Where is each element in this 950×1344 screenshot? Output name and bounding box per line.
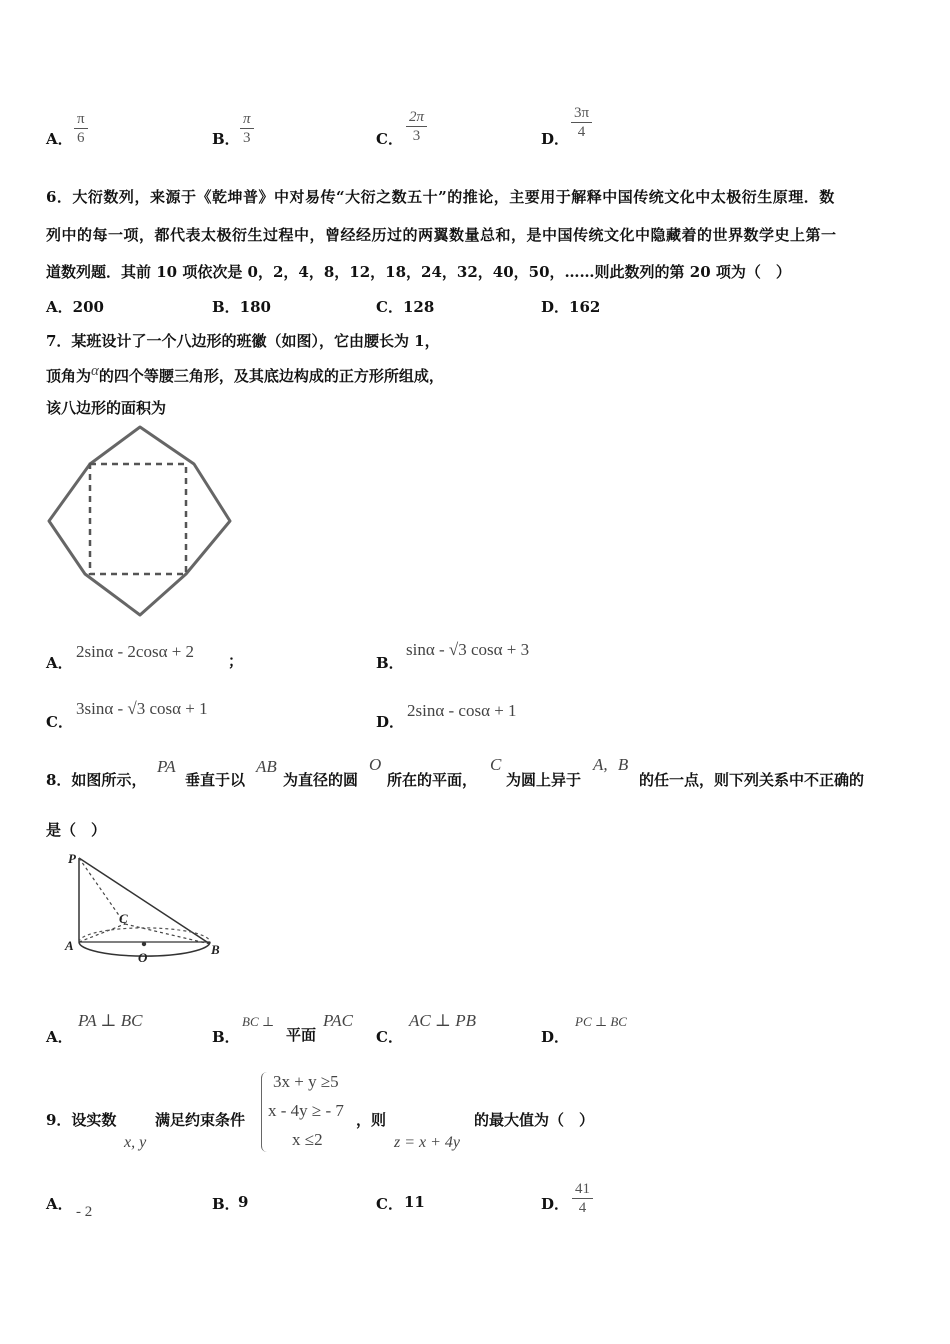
q8-option-b-text: 平面 (286, 1026, 317, 1044)
q5-option-a-label: A． (46, 130, 73, 148)
constraint-brace (261, 1072, 268, 1152)
q5-option-a-fraction (74, 110, 88, 147)
q8-option-c-label: C． (376, 1028, 403, 1046)
q8-prefix: 8．如图所示， (46, 771, 147, 789)
q8-ab: AB (256, 757, 277, 776)
label-b: B (211, 942, 220, 957)
q6-option-c: C．128 (376, 298, 435, 316)
denominator: 4 (577, 124, 586, 140)
center-dot (142, 942, 146, 946)
q7-option-d-label: D． (376, 713, 405, 731)
label-a: A (65, 938, 74, 953)
q5-option-b-fraction (240, 110, 254, 147)
q6-line-1: 6．大衍数列，来源于《乾坤普》中对易传“大衍之数五十”的推论，主要用于解释中国传统文化中太极衍生原理．数 (46, 188, 835, 206)
numerator: π (240, 110, 254, 129)
q8-option-a-label: A． (46, 1028, 73, 1046)
q8-pa: PA (157, 757, 176, 776)
q5-option-b-label: B． (212, 130, 240, 148)
q7-option-b-label: B． (376, 654, 404, 672)
q8-text-3: 所在的平面， (387, 771, 478, 789)
q5-option-c-label: C． (376, 130, 403, 148)
inner-square-dashed (90, 464, 186, 574)
numerator: π (74, 110, 88, 129)
q9-option-c-value: 11 (404, 1193, 425, 1211)
q7-option-a-expr: 2sinα - 2cosα + 2 (76, 642, 195, 661)
q7-option-c-label: C． (46, 713, 73, 731)
octagon-figure (44, 424, 236, 618)
denominator: 4 (578, 1200, 587, 1216)
q6-line-3: 道数列题．其前 10 项依次是 0，2，4，8，12，18，24，32，40，50，……则此数列的第 20 项为（ ） (46, 263, 791, 281)
cone-figure (60, 848, 230, 968)
q9-option-b-label: B． (212, 1195, 240, 1213)
q9-option-d-fraction (572, 1180, 593, 1217)
line-ac (79, 924, 125, 942)
q7-line-2 (46, 365, 444, 386)
line-pb (79, 858, 210, 944)
q8-option-c-expr: AC ⊥ PB (409, 1011, 476, 1030)
q8-option-d-expr: PC ⊥ BC (575, 1014, 627, 1029)
q5-option-c-fraction (406, 108, 427, 145)
q8-c: C (490, 755, 502, 774)
q7-option-b-expr: sinα - √3 cosα + 3 (406, 640, 530, 659)
q5-option-d-fraction (571, 104, 592, 141)
q8-text-2: 为直径的圆 (283, 771, 359, 789)
q9-objective: z = x + 4y (394, 1134, 461, 1151)
q9-constraint-3: x ≤2 (292, 1130, 323, 1149)
q9-text-1: 满足约束条件 (155, 1111, 246, 1129)
q9-vars: x, y (124, 1134, 147, 1151)
denominator: 3 (243, 130, 251, 146)
q7-option-a-label: A． (46, 654, 73, 672)
q9-option-b-value: 9 (238, 1193, 249, 1211)
q8-option-d-label: D． (541, 1028, 570, 1046)
q6-option-d: D．162 (541, 298, 601, 316)
q8-option-b-expr2: PAC (323, 1011, 353, 1030)
q8-text-5: 的任一点，则下列关系中不正确的 (639, 771, 865, 789)
q9-text-3: 的最大值为（ ） (474, 1111, 595, 1129)
label-p: P (68, 851, 76, 866)
q8-text-4: 为圆上异于 (506, 771, 582, 789)
q5-option-d-label: D． (541, 130, 570, 148)
numerator: 41 (572, 1180, 593, 1199)
q8-ab-points: A, B (593, 755, 629, 774)
q9-constraint-1: 3x + y ≥5 (273, 1072, 339, 1091)
q9-constraint-2: x - 4y ≥ - 7 (268, 1101, 344, 1120)
numerator: 2π (406, 108, 427, 127)
q8-text-1: 垂直于以 (185, 771, 246, 789)
denominator: 3 (412, 128, 421, 144)
numerator: 3π (571, 104, 592, 123)
label-c: C (119, 911, 128, 926)
q7-line-1: 7．某班设计了一个八边形的班徽（如图），它由腰长为 1， (46, 332, 440, 350)
q7-line-3: 该八边形的面积为 (46, 399, 167, 417)
q8-line-2: 是（ ） (46, 821, 107, 839)
q9-option-c-label: C． (376, 1195, 403, 1213)
q7-option-c-expr: 3sinα - √3 cosα + 1 (76, 699, 208, 718)
q8-option-b-label: B． (212, 1028, 240, 1046)
alpha-symbol: α (91, 363, 99, 379)
octagon-outline (49, 427, 230, 615)
q8-option-b-expr: BC ⊥ (242, 1014, 275, 1029)
q9-text-2: ，则 (356, 1111, 387, 1129)
q7-line-2a: 顶角为 (46, 367, 92, 385)
q6-line-2: 列中的每一项，都代表太极衍生过程中，曾经经历过的两翼数量总和，是中国传统文化中隐藏着的世界数学史上第一 (46, 226, 837, 244)
label-o: O (138, 950, 148, 965)
q9-option-a-value: - 2 (76, 1204, 93, 1220)
q9-prefix: 9．设实数 (46, 1111, 117, 1129)
q7-line-2b: 的四个等腰三角形，及其底边构成的正方形所组成， (98, 367, 444, 385)
q8-option-a-expr: PA ⊥ BC (78, 1011, 143, 1030)
denominator: 6 (77, 130, 85, 146)
q8-o: O (369, 755, 382, 774)
q7-option-a-suffix: ； (228, 652, 244, 670)
q9-option-a-label: A． (46, 1195, 73, 1213)
q6-option-b: B．180 (212, 298, 271, 316)
q7-option-d-expr: 2sinα - cosα + 1 (407, 701, 517, 720)
q6-option-a: A．200 (46, 298, 104, 316)
q9-option-d-label: D． (541, 1195, 570, 1213)
